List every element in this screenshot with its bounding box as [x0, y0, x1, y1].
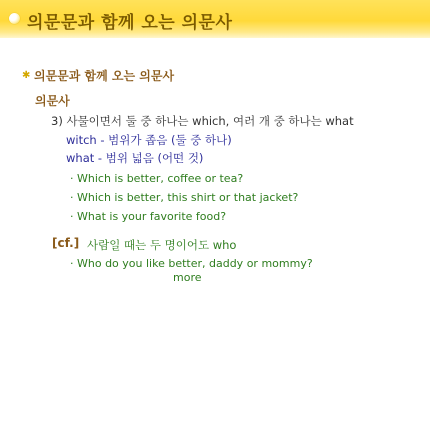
what-note: what - 범위 넓음 (어떤 것) — [66, 151, 204, 165]
section-title: 의문문과 함께 오는 의문사 — [34, 69, 175, 83]
example-item: · Which is better, coffee or tea? — [70, 172, 244, 185]
cf-text: 사람일 때는 두 명이어도 who — [87, 238, 237, 252]
rule-text: 3) 사물이면서 둘 중 하나는 which, 여러 개 중 하나는 what — [51, 114, 354, 128]
which-note: witch - 범위가 좁음 (둘 중 하나) — [66, 133, 232, 147]
subheading: 의문사 — [35, 94, 70, 108]
cf-example: · Who do you like better, daddy or mommy? — [70, 257, 313, 270]
header-bar — [0, 0, 430, 38]
example-item: · What is your favorite food? — [70, 210, 227, 223]
example-item: · Which is better, this shirt or that jacket? — [70, 191, 299, 204]
star-icon: ✱ — [22, 70, 31, 81]
cf-label: [cf.] — [52, 236, 80, 250]
more-link[interactable]: more — [173, 271, 202, 284]
bullet-circle-icon — [9, 13, 20, 24]
page-title: 의문문과 함께 오는 의문사 — [27, 13, 233, 33]
